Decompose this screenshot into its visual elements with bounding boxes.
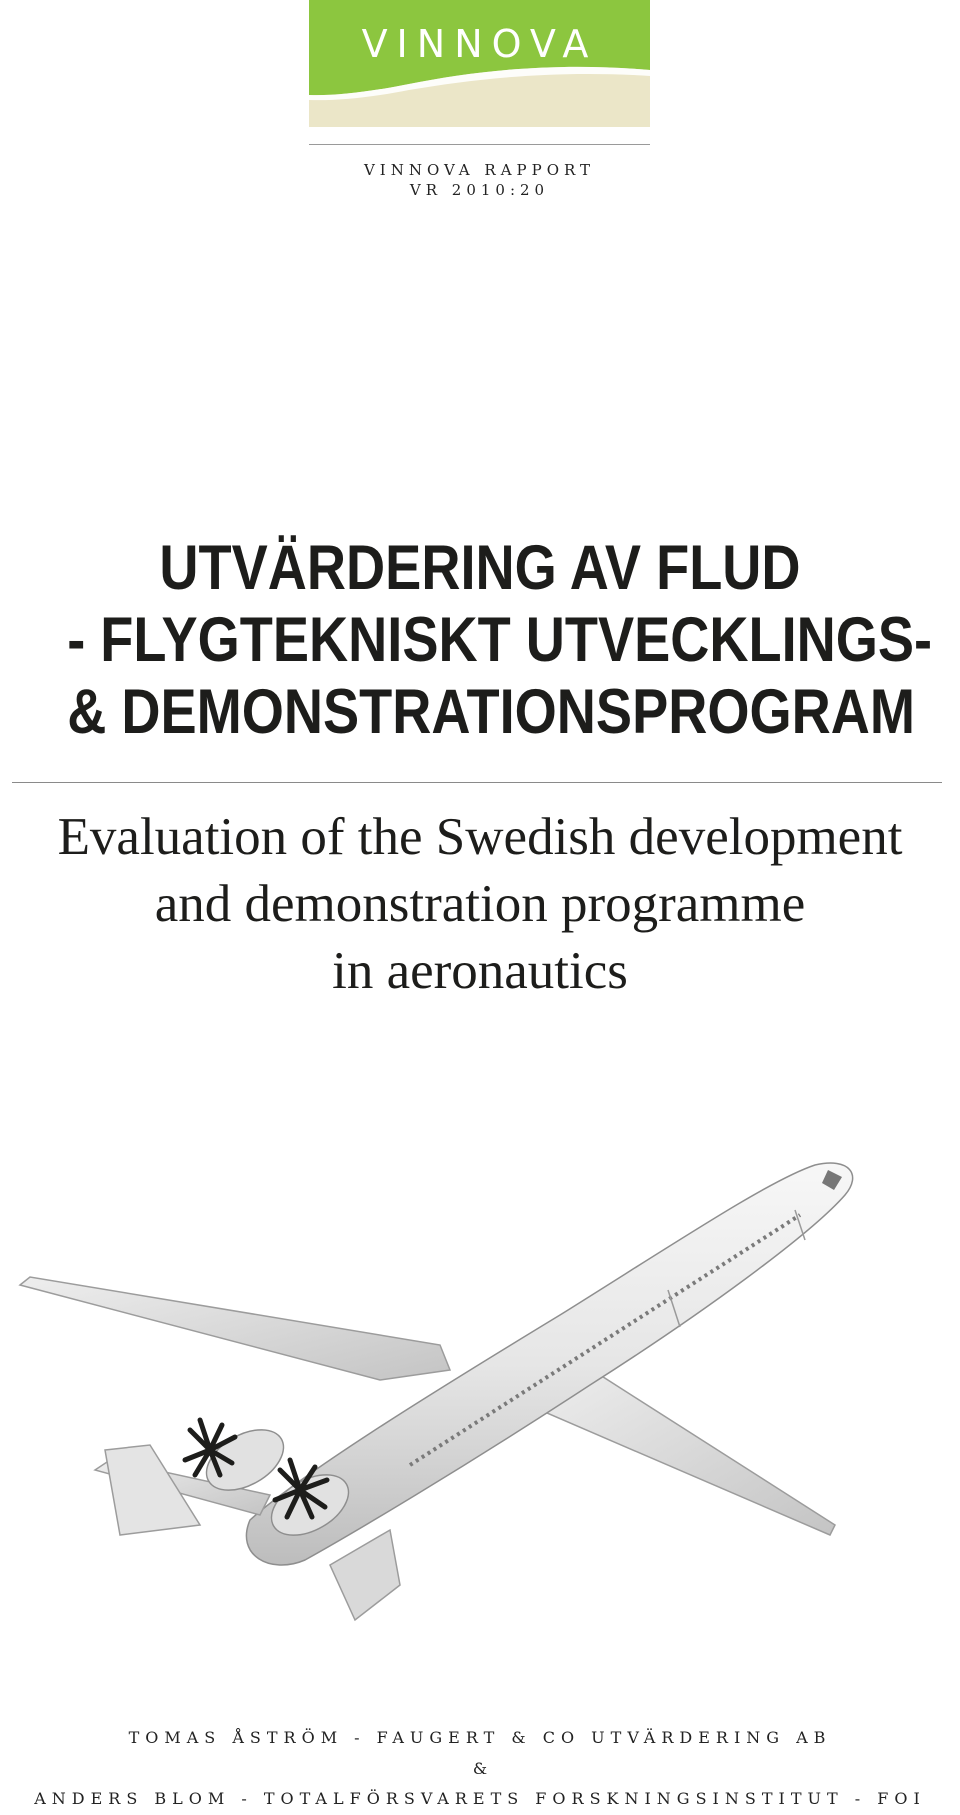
authors bbox=[0, 1728, 960, 1809]
author-1: TOMAS ÅSTRÖM - FAUGERT & CO UTVÄRDERING AB bbox=[128, 1728, 832, 1747]
report-number: VR 2010:20 bbox=[409, 181, 550, 199]
title-line-1: UTVÄRDERING AV FLUD bbox=[159, 533, 801, 603]
report-series bbox=[309, 160, 650, 200]
title-line-2: - FLYGTEKNISKT UTVECKLINGS- bbox=[67, 605, 933, 675]
subtitle-line-1: Evaluation of the Swedish development bbox=[57, 808, 903, 866]
logo-wordmark: VINNOVA bbox=[361, 22, 598, 66]
report-series-name: VINNOVA RAPPORT bbox=[363, 161, 596, 179]
authors-ampersand: & bbox=[472, 1759, 488, 1778]
title-divider bbox=[12, 782, 942, 783]
subtitle-line-3: in aeronautics bbox=[332, 942, 628, 1000]
page-subtitle bbox=[0, 804, 960, 1005]
top-divider bbox=[309, 144, 650, 145]
page-title bbox=[67, 532, 933, 748]
title-line-3: & DEMONSTRATIONSPROGRAM bbox=[67, 677, 916, 747]
author-2: ANDERS BLOM - TOTALFÖRSVARETS FORSKNINGSINSTITUT - FOI bbox=[34, 1789, 926, 1808]
vinnova-logo bbox=[309, 0, 650, 127]
airplane-icon bbox=[0, 1065, 960, 1645]
subtitle-line-2: and demonstration programme bbox=[154, 875, 806, 933]
